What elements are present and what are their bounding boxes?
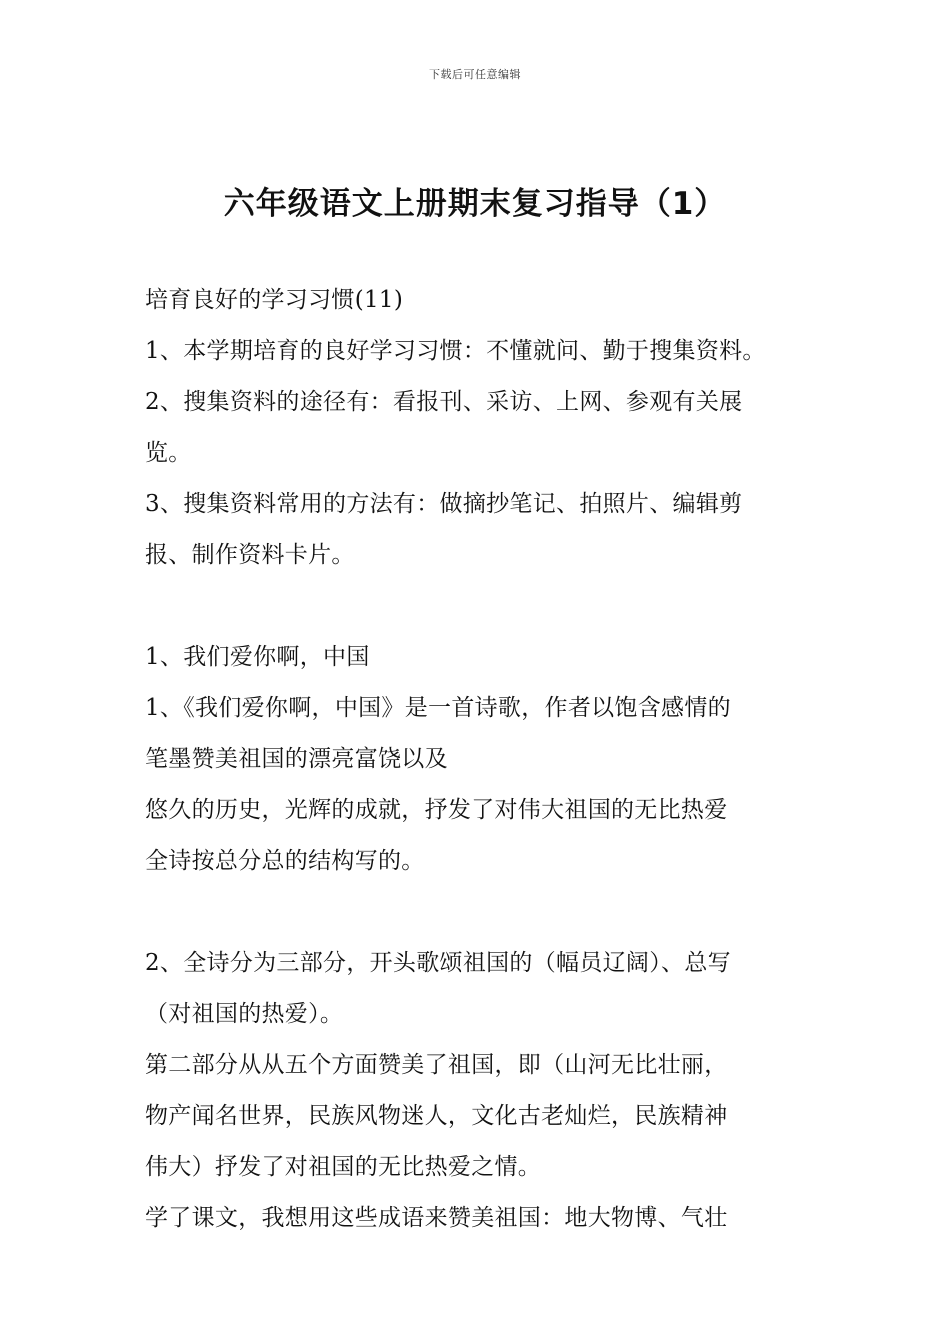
paragraph-line: 2、全诗分为三部分，开头歌颂祖国的（幅员辽阔）、总写 [145, 950, 731, 976]
paragraph-line: 1、《我们爱你啊，中国》是一首诗歌，作者以饱含感情的 [145, 695, 731, 721]
paragraph-line: 1、本学期培育的良好学习习惯：不懂就问、勤于搜集资料。 [145, 338, 766, 364]
blank-line [145, 588, 820, 639]
paragraph-line: 学了课文，我想用这些成语来赞美祖国：地大物博、气壮 [145, 1205, 728, 1231]
paragraph-line: 伟大）抒发了对祖国的无比热爱之情。 [145, 1154, 542, 1180]
document-title: 六年级语文上册期末复习指导（1） [223, 186, 727, 222]
paragraph-line: 笔墨赞美祖国的漂亮富饶以及 [145, 746, 448, 772]
page-header: 下载后可任意编辑 [429, 68, 521, 81]
paragraph-line: 2、搜集资料的途径有：看报刊、采访、上网、参观有关展 [145, 389, 743, 415]
paragraph-line: 全诗按总分总的结构写的。 [145, 848, 425, 874]
blank-line [145, 894, 820, 945]
section-heading: 1、我们爱你啊，中国 [145, 644, 370, 670]
paragraph-line: 报、制作资料卡片。 [145, 542, 355, 568]
section-heading: 培育良好的学习习惯(11) [145, 287, 404, 313]
paragraph-line: 物产闻名世界，民族风物迷人，文化古老灿烂，民族精神 [145, 1103, 728, 1129]
paragraph-line: 第二部分从从五个方面赞美了祖国，即（山河无比壮丽， [145, 1052, 728, 1078]
document-body [145, 282, 820, 1251]
paragraph-line: 3、搜集资料常用的方法有：做摘抄笔记、拍照片、编辑剪 [145, 491, 743, 517]
paragraph-line: （对祖国的热爱）。 [145, 1001, 344, 1027]
paragraph-line: 览。 [145, 440, 192, 466]
paragraph-line: 悠久的历史，光辉的成就，抒发了对伟大祖国的无比热爱 [145, 797, 728, 823]
